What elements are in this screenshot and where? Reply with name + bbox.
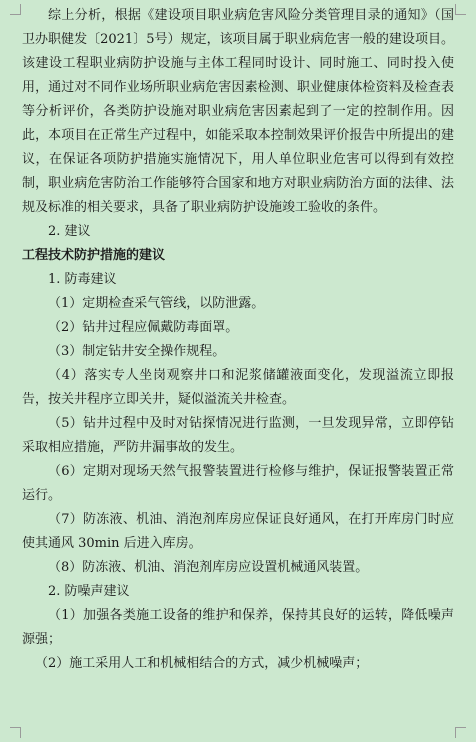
- toxic-item: （4）落实专人坐岗观察井口和泥浆储罐液面变化，发现溢流立即报告，按关井程序立即关井，疑似溢流关井检查。: [22, 368, 454, 407]
- summary-paragraph: 综上分析，根据《建设项目职业病危害风险分类管理目录的通知》（国卫办职健发〔2021〕5号）规定，该项目属于职业病危害一般的建设项目。该建设工程职业病防护设施与主体工程同时设计、同时施工、同时投入使用，通过对不同作业场所职业病危害因素检测、职业健康体检资料及检查表等分析评价，各类防护设施对职业病危害因素起到了一定的控制作用。因此，本项目在正常生产过程中，如能采取本控制效果评价报告中所提出的建议，在保证各项防护措施实施情况下，用人单位职业危害可以得到有效控制，职业病危害防治工作能够符合国家和地方对职业病防治方面的法律、法规及标准的相关要求，具备了职业病防护设施竣工验收的条件。: [22, 8, 454, 215]
- subheading-anti-noise: 2. 防噪声建议: [48, 584, 130, 599]
- toxic-item: （1）定期检查采气管线，以防泄露。: [48, 296, 265, 311]
- toxic-item: （8）防冻液、机油、消泡剂库房应设置机械通风装置。: [48, 560, 369, 575]
- noise-item: （1）加强各类施工设备的维护和保养，保持其良好的运转，降低噪声源强；: [22, 608, 454, 647]
- toxic-item: （6）定期对现场天然气报警装置进行检修与维护，保证报警装置正常运行。: [22, 464, 454, 503]
- subheading-anti-toxic: 1. 防毒建议: [48, 272, 117, 287]
- toxic-item: （3）制定钻井安全操作规程。: [48, 344, 226, 359]
- document-body: [22, 4, 454, 676]
- section-heading-recommendations: 2. 建议: [48, 224, 91, 239]
- corner-mark-bottom-right: [455, 727, 466, 738]
- corner-mark-bottom-left: [10, 727, 21, 738]
- toxic-item: （7）防冻液、机油、消泡剂库房应保证良好通风，在打开库房门时应使其通风 30min 后进入库房。: [22, 512, 454, 551]
- toxic-item: （5）钻井过程中及时对钻探情况进行监测，一旦发现异常，立即停钻采取相应措施，严防井漏事故的发生。: [22, 416, 454, 455]
- noise-item: （2）施工采用人工和机械相结合的方式，减少机械噪声；: [35, 656, 369, 671]
- corner-mark-top-left: [10, 4, 21, 15]
- toxic-item: （2）钻井过程应佩戴防毒面罩。: [48, 320, 239, 335]
- corner-mark-top-right: [455, 4, 466, 15]
- bold-heading-engineering: 工程技术防护措施的建议: [22, 248, 166, 263]
